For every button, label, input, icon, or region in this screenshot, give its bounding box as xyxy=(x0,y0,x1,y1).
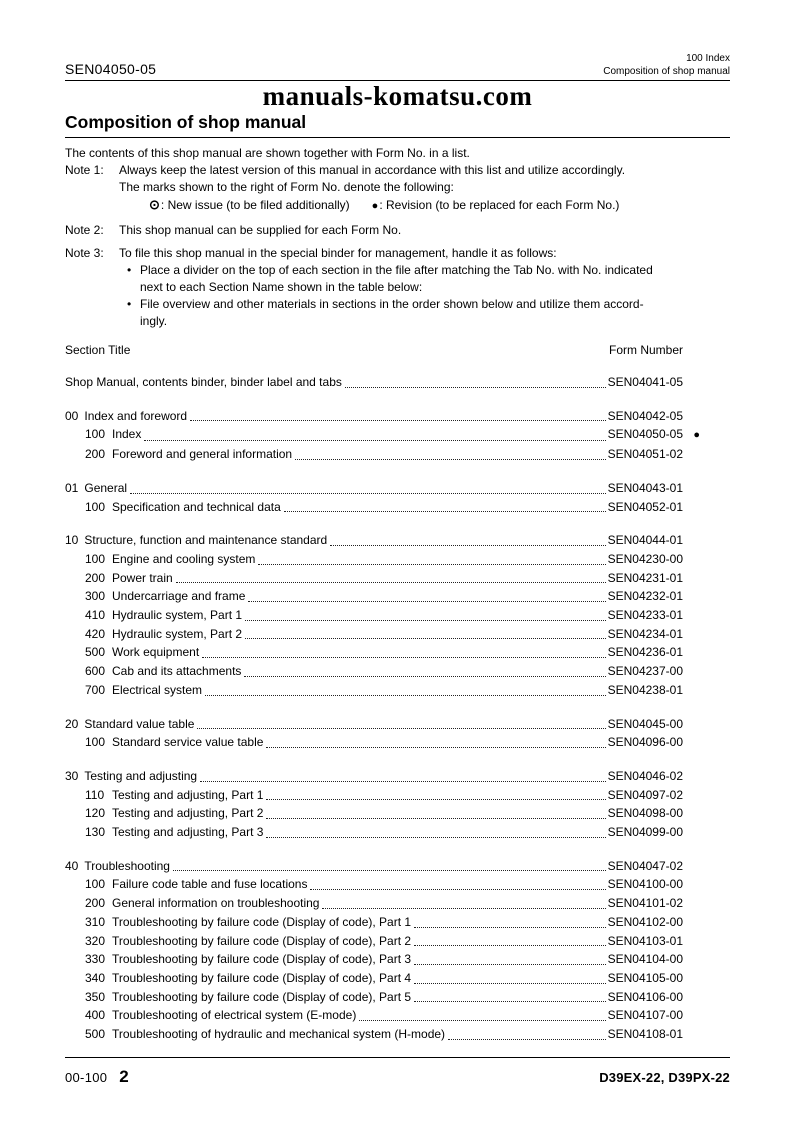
dot-leader xyxy=(414,927,606,928)
toc-row-number: 40 xyxy=(65,858,79,873)
footer-left xyxy=(65,1067,129,1087)
new-issue-icon: ⊙ xyxy=(149,197,160,212)
toc-row-title: Undercarriage and frame xyxy=(112,589,246,604)
note-3-bullet-1-text xyxy=(140,262,653,296)
toc-row-number: 120 xyxy=(85,806,106,821)
toc-row-title: Power train xyxy=(112,570,173,585)
dot-leader xyxy=(244,676,605,677)
toc-row-title: Hydraulic system, Part 1 xyxy=(112,608,243,623)
toc-row xyxy=(65,550,700,569)
toc-row xyxy=(65,786,700,805)
new-issue-label: : New issue (to be filed additionally) xyxy=(160,198,350,212)
dot-leader xyxy=(248,601,605,602)
toc-row-number: 500 xyxy=(85,645,106,660)
toc-row-form-number: SEN04238-01 xyxy=(607,682,683,697)
toc-row-number: 500 xyxy=(85,1027,106,1042)
note-3-bullet-1 xyxy=(127,262,730,296)
toc-row-form-number: SEN04230-00 xyxy=(607,551,683,566)
toc-row-title: General xyxy=(84,480,128,495)
toc-row xyxy=(65,913,700,932)
note-2 xyxy=(65,222,730,239)
toc-row-title: Testing and adjusting, Part 2 xyxy=(112,806,264,821)
toc-row xyxy=(65,498,700,517)
toc-row-title: Work equipment xyxy=(112,645,200,660)
note-2-label: Note 2: xyxy=(65,223,104,237)
toc-row-number: 350 xyxy=(85,989,106,1004)
toc-row xyxy=(65,857,700,876)
toc-row xyxy=(65,569,700,588)
toc-group xyxy=(65,531,700,699)
toc-row-form-number: SEN04232-01 xyxy=(607,589,683,604)
toc-row xyxy=(65,894,700,913)
toc-row-number: 320 xyxy=(85,933,106,948)
dot-leader xyxy=(258,564,605,565)
toc-row-title: Engine and cooling system xyxy=(112,551,256,566)
dot-leader xyxy=(266,799,605,800)
toc-row xyxy=(65,767,700,786)
toc-row-form-number: SEN04041-05 xyxy=(607,375,683,389)
dot-leader xyxy=(266,837,605,838)
dot-leader xyxy=(245,638,606,639)
toc-row-form-number: SEN04043-01 xyxy=(607,480,683,495)
toc-row-number: 100 xyxy=(85,499,106,514)
toc-row-form-number: SEN04236-01 xyxy=(607,645,683,660)
toc-row-form-number: SEN04046-02 xyxy=(607,768,683,783)
toc-row xyxy=(65,662,700,681)
toc-row-form-number: SEN04237-00 xyxy=(607,664,683,679)
toc-row-title: Troubleshooting by failure code (Display of code), Part 4 xyxy=(112,970,412,985)
dot-leader xyxy=(197,728,605,729)
dot-leader xyxy=(200,781,606,782)
toc-row xyxy=(65,625,700,644)
toc-row-form-number: SEN04050-05 xyxy=(607,427,683,442)
toc-group xyxy=(65,479,700,516)
toc-row-number: 01 xyxy=(65,480,79,495)
toc-row-form-number: SEN04047-02 xyxy=(607,858,683,873)
page-number: 2 xyxy=(119,1067,129,1086)
toc-groups xyxy=(65,373,730,1044)
toc-row-title: Troubleshooting by failure code (Display of code), Part 2 xyxy=(112,933,412,948)
dot-leader xyxy=(322,908,605,909)
dot-leader xyxy=(330,545,605,546)
page-header xyxy=(65,52,730,78)
dot-leader xyxy=(414,945,606,946)
dot-leader xyxy=(266,818,605,819)
footer-section-code: 00-100 xyxy=(65,1070,108,1085)
marks-legend xyxy=(149,196,730,215)
toc-row-number: 200 xyxy=(85,570,106,585)
toc-group xyxy=(65,715,700,752)
toc-row-number: 20 xyxy=(65,716,79,731)
toc-row-form-number: SEN04101-02 xyxy=(607,896,683,911)
toc-row-form-number: SEN04051-02 xyxy=(607,447,683,462)
toc-group xyxy=(65,857,700,1044)
toc-row-title: Electrical system xyxy=(112,682,203,697)
toc-row-title: Testing and adjusting, Part 1 xyxy=(112,787,264,802)
toc-row xyxy=(65,531,700,550)
toc-row-form-number: SEN04099-00 xyxy=(607,825,683,840)
toc-row-form-number: SEN04045-00 xyxy=(607,716,683,731)
toc-row-title: Standard service value table xyxy=(112,735,264,750)
toc-row-number: 410 xyxy=(85,608,106,623)
note-1-line-1: Always keep the latest version of this manual in accordance with this list and utilize accordingly. xyxy=(119,163,626,177)
model-codes: D39EX-22, D39PX-22 xyxy=(599,1070,730,1085)
toc-header-section-title: Section Title xyxy=(65,343,131,357)
toc-row-number: 10 xyxy=(65,533,79,548)
toc-row-form-number: SEN04097-02 xyxy=(607,787,683,802)
dot-leader xyxy=(144,440,605,441)
dot-leader xyxy=(414,1001,606,1002)
toc-row-form-number: SEN04096-00 xyxy=(607,735,683,750)
toc-row-title: Troubleshooting of hydraulic and mechanical system (H-mode) xyxy=(112,1027,446,1042)
toc-row-form-number: SEN04233-01 xyxy=(607,608,683,623)
toc-row xyxy=(65,643,700,662)
toc-group xyxy=(65,373,700,392)
toc-row xyxy=(65,969,700,988)
revision-icon: ● xyxy=(371,200,379,212)
toc-row xyxy=(65,932,700,951)
toc-row-title: Structure, function and maintenance standard xyxy=(84,533,328,548)
dot-leader xyxy=(130,493,606,494)
toc-row-number: 340 xyxy=(85,970,106,985)
toc-row-title: Testing and adjusting, Part 3 xyxy=(112,825,264,840)
dot-leader xyxy=(176,582,606,583)
toc-row-form-number: SEN04107-00 xyxy=(607,1008,683,1023)
toc-row-number: 600 xyxy=(85,664,106,679)
toc-row-form-number: SEN04231-01 xyxy=(607,570,683,585)
toc-row-title: Troubleshooting of electrical system (E-mode) xyxy=(112,1008,357,1023)
toc-row xyxy=(65,373,700,392)
dot-leader xyxy=(448,1039,606,1040)
note-3-label: Note 3: xyxy=(65,246,104,260)
toc-row-number: 200 xyxy=(85,896,106,911)
toc-row-number: 700 xyxy=(85,682,106,697)
dot-leader xyxy=(173,870,606,871)
page-footer xyxy=(65,1057,730,1087)
toc-row xyxy=(65,445,700,464)
toc-row-number: 200 xyxy=(85,447,106,462)
bullet-line: next to each Section Name shown in the table below: xyxy=(140,280,423,294)
toc-row-number: 110 xyxy=(85,787,105,802)
toc-row-title: Index and foreword xyxy=(84,408,188,423)
toc-row-form-number: SEN04044-01 xyxy=(607,533,683,548)
toc-row xyxy=(65,479,700,498)
toc-row-number: 130 xyxy=(85,825,106,840)
note-1-body xyxy=(119,162,730,215)
toc-row-title: General information on troubleshooting xyxy=(112,896,320,911)
toc-row-title: Hydraulic system, Part 2 xyxy=(112,626,243,641)
note-3-bullet-2 xyxy=(127,296,730,330)
bullet-line: Place a divider on the top of each section in the file after matching the Tab No. with No. indicated xyxy=(140,263,653,277)
toc-row-title: Failure code table and fuse locations xyxy=(112,877,308,892)
toc-row-number: 100 xyxy=(85,877,106,892)
toc-row xyxy=(65,823,700,842)
toc-group xyxy=(65,407,700,464)
note-3-bullet-2-text xyxy=(140,296,644,330)
bullet-icon: • xyxy=(127,263,132,277)
toc-row xyxy=(65,407,700,426)
toc-row-form-number: SEN04105-00 xyxy=(607,970,683,985)
bullet-line: File overview and other materials in sections in the order shown below and utilize them accord- xyxy=(140,297,644,311)
toc-row-number: 400 xyxy=(85,1008,106,1023)
dot-leader xyxy=(266,747,605,748)
toc-row-number: 30 xyxy=(65,768,79,783)
header-section-line: Composition of shop manual xyxy=(603,66,730,77)
toc-column-headers xyxy=(65,342,730,359)
toc-row xyxy=(65,425,700,445)
toc-row-title: Standard value table xyxy=(84,716,195,731)
note-3-intro: To file this shop manual in the special binder for management, handle it as follows: xyxy=(119,246,557,260)
dot-leader xyxy=(190,420,606,421)
header-index-line: 100 Index xyxy=(686,53,730,64)
toc-row-number: 100 xyxy=(85,735,106,750)
toc-row-title: Shop Manual, contents binder, binder label and tabs xyxy=(65,375,342,389)
toc-row xyxy=(65,1006,700,1025)
toc-row-number: 00 xyxy=(65,408,79,423)
toc-row-form-number: SEN04052-01 xyxy=(607,499,683,514)
toc-row-form-number: SEN04103-01 xyxy=(607,933,683,948)
toc-row xyxy=(65,988,700,1007)
toc-row-form-number: SEN04106-00 xyxy=(607,989,683,1004)
toc-row-title: Troubleshooting by failure code (Display of code), Part 5 xyxy=(112,989,412,1004)
toc-row-form-number: SEN04102-00 xyxy=(607,914,683,929)
toc-row xyxy=(65,715,700,734)
toc-row-form-number: SEN04108-01 xyxy=(607,1027,683,1042)
revision-mark-icon: ● xyxy=(693,429,700,442)
bullet-icon: • xyxy=(127,297,132,311)
watermark-text: manuals-komatsu.com xyxy=(262,81,533,111)
note-1 xyxy=(65,162,730,215)
toc-row-form-number: SEN04104-00 xyxy=(607,952,683,967)
toc-row xyxy=(65,1025,700,1044)
toc-row-form-number: SEN04100-00 xyxy=(607,877,683,892)
dot-leader xyxy=(284,511,606,512)
toc-row xyxy=(65,606,700,625)
toc-row-title: Foreword and general information xyxy=(112,447,293,462)
toc-row-number: 310 xyxy=(85,914,106,929)
intro-text: The contents of this shop manual are shown together with Form No. in a list. xyxy=(65,146,470,160)
toc-row-form-number: SEN04234-01 xyxy=(607,626,683,641)
toc-row-title: Troubleshooting by failure code (Display of code), Part 3 xyxy=(112,952,412,967)
dot-leader xyxy=(295,459,606,460)
toc-row-title: Cab and its attachments xyxy=(112,664,242,679)
toc-row xyxy=(65,875,700,894)
toc-group xyxy=(65,767,700,842)
toc-row xyxy=(65,681,700,700)
revision-label: : Revision (to be replaced for each Form No.) xyxy=(379,198,620,212)
page-title: Composition of shop manual xyxy=(65,112,307,132)
toc-row-title: Index xyxy=(112,427,142,442)
toc-row-number: 300 xyxy=(85,589,106,604)
bullet-line: ingly. xyxy=(140,314,168,328)
dot-leader xyxy=(414,964,606,965)
toc-header-form-number: Form Number xyxy=(608,343,683,357)
dot-leader xyxy=(202,657,605,658)
dot-leader xyxy=(245,620,606,621)
toc-row-number: 330 xyxy=(85,952,106,967)
toc-row xyxy=(65,804,700,823)
toc-row-number: 100 xyxy=(85,427,106,442)
note-1-label: Note 1: xyxy=(65,163,104,177)
note-3-body xyxy=(119,245,730,330)
dot-leader xyxy=(345,387,606,388)
dot-leader xyxy=(310,889,605,890)
doc-number: SEN04050-05 xyxy=(65,61,157,77)
toc-row xyxy=(65,733,700,752)
dot-leader xyxy=(205,695,606,696)
toc-row xyxy=(65,950,700,969)
toc-row-form-number: SEN04042-05 xyxy=(607,408,683,423)
header-right xyxy=(603,52,730,78)
note-1-line-2: The marks shown to the right of Form No. denote the following: xyxy=(119,180,454,194)
title-rule xyxy=(65,137,730,138)
toc-row-title: Troubleshooting xyxy=(84,858,170,873)
toc-row-title: Specification and technical data xyxy=(112,499,281,514)
toc-row-form-number: SEN04098-00 xyxy=(607,806,683,821)
toc-row xyxy=(65,587,700,606)
note-2-text: This shop manual can be supplied for each Form No. xyxy=(119,223,402,237)
dot-leader xyxy=(359,1020,605,1021)
toc-row-number: 420 xyxy=(85,626,106,641)
toc-row-number: 100 xyxy=(85,551,106,566)
dot-leader xyxy=(414,983,606,984)
toc-row-title: Troubleshooting by failure code (Display of code), Part 1 xyxy=(112,914,412,929)
toc-row-title: Testing and adjusting xyxy=(84,768,198,783)
note-3 xyxy=(65,245,730,330)
